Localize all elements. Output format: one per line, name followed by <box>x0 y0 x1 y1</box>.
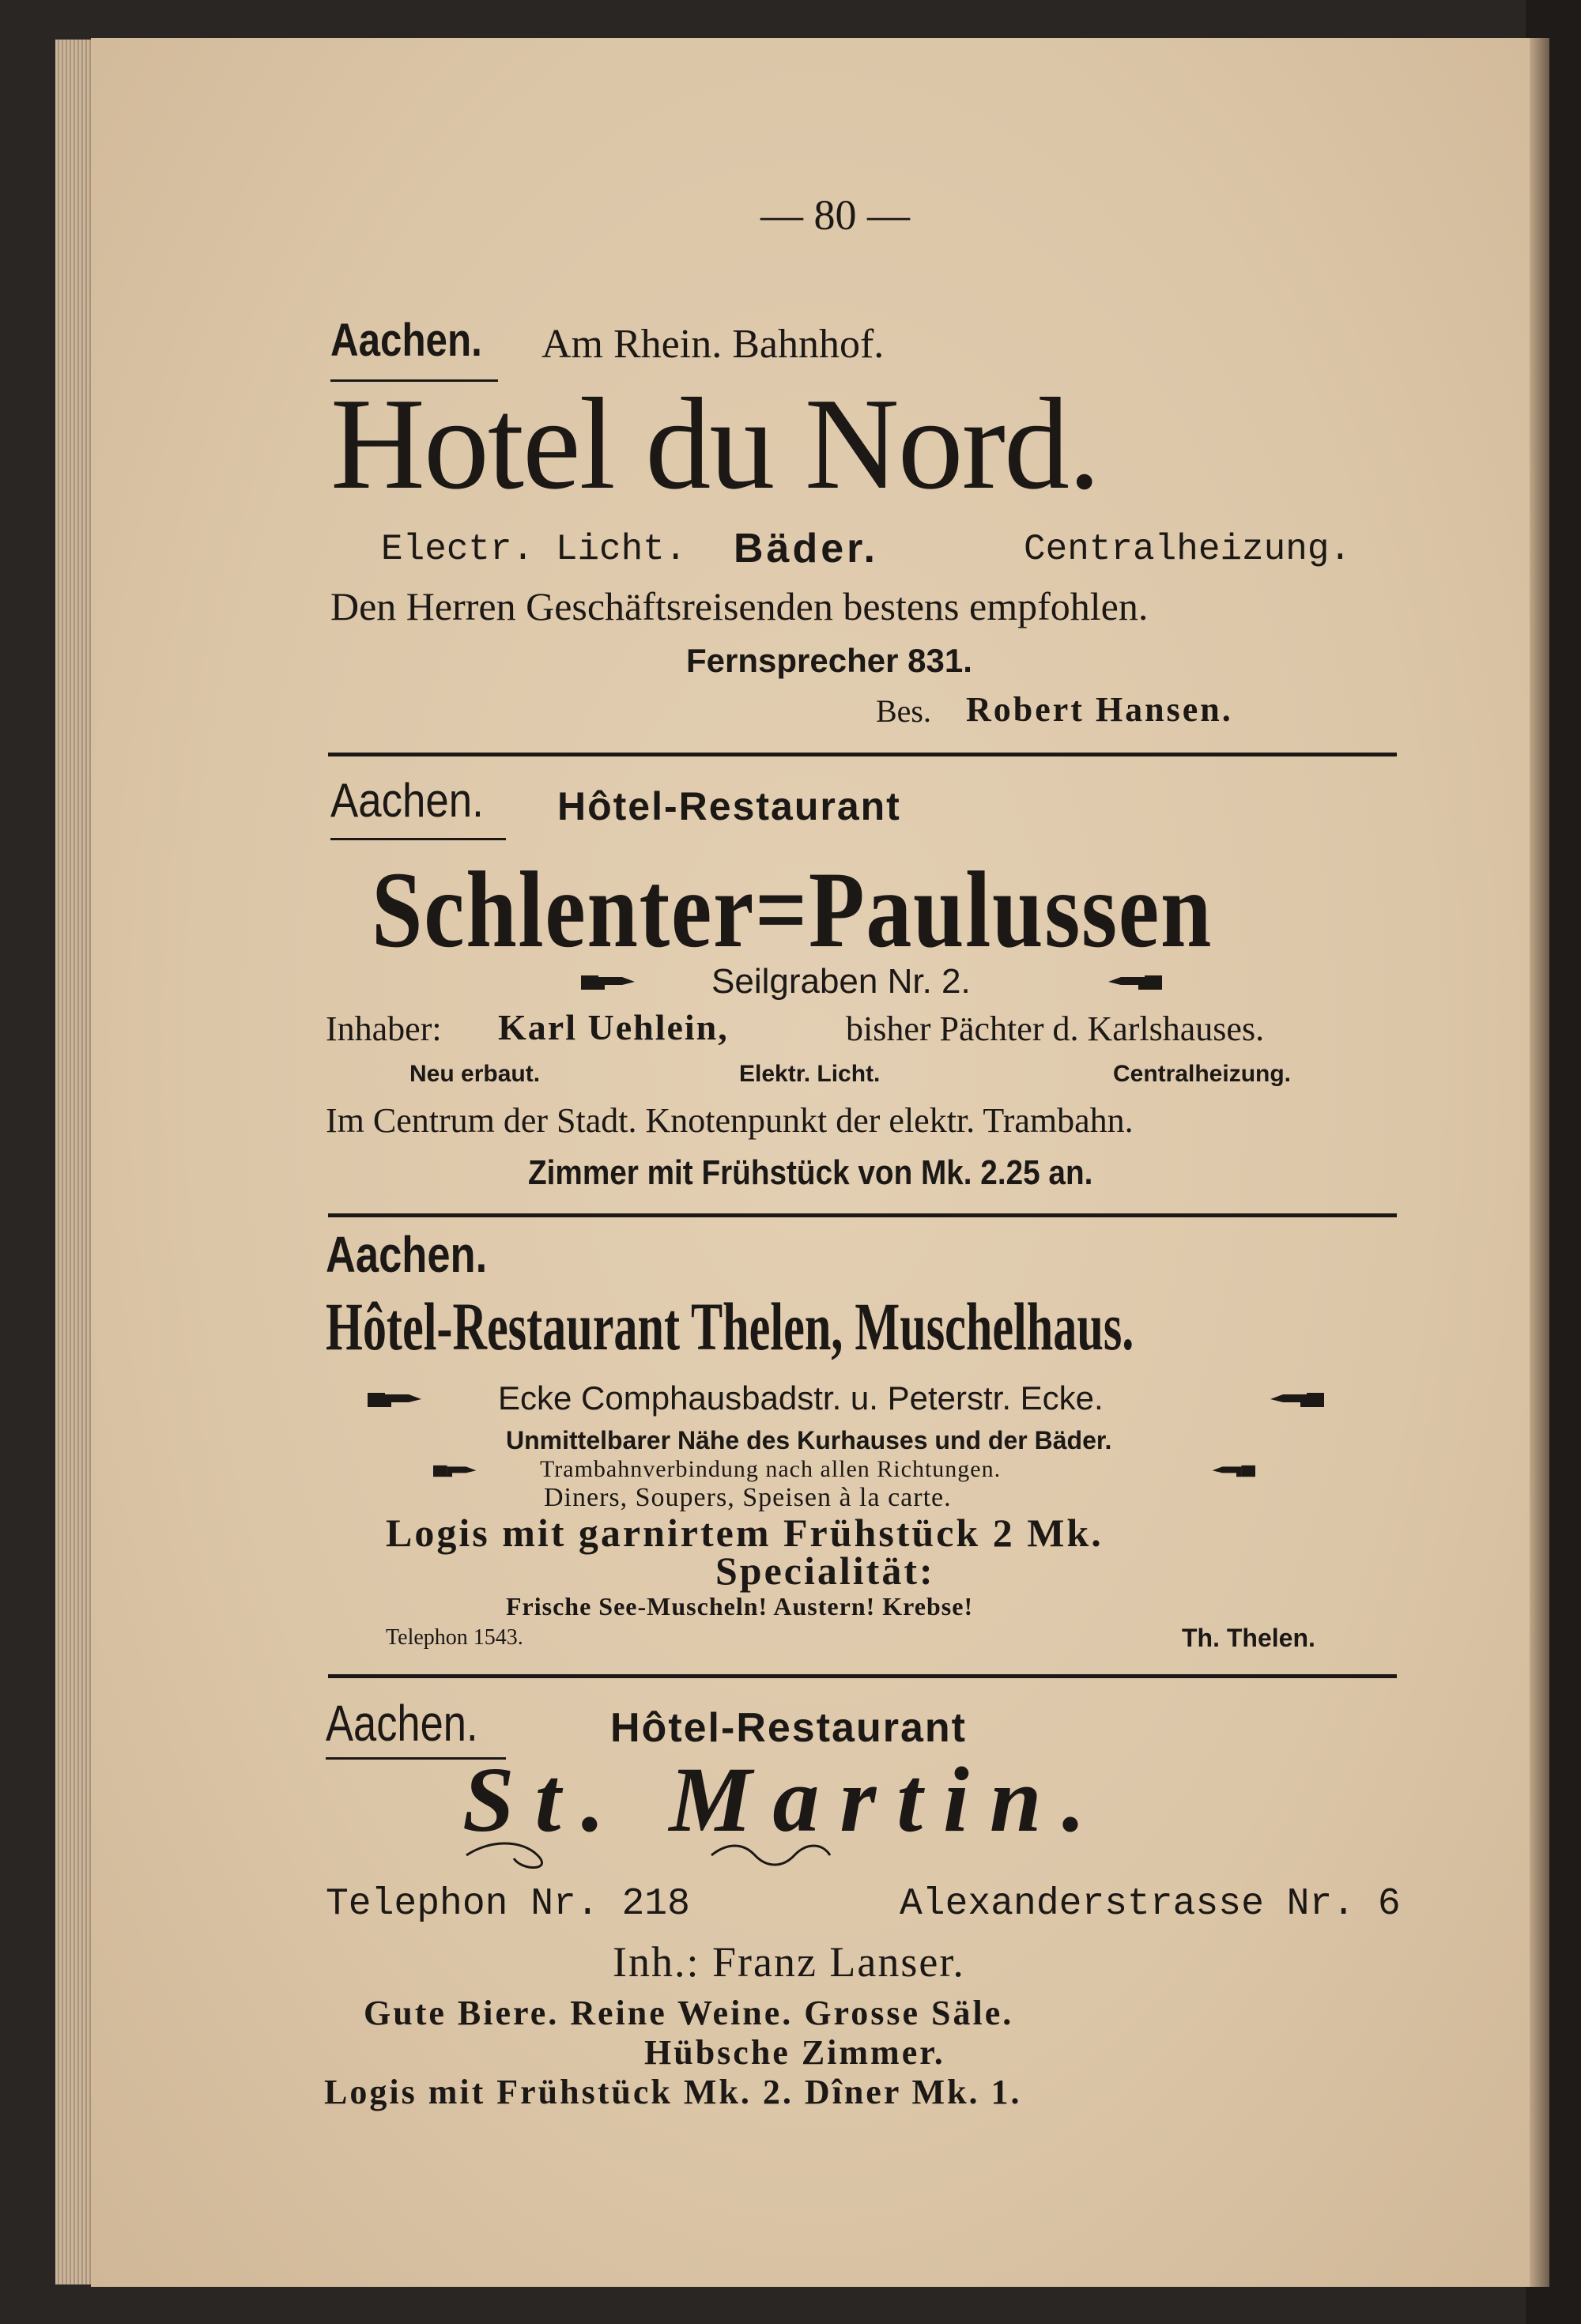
divider-2 <box>328 1213 1397 1217</box>
ad3-hotel-name: Hôtel-Restaurant Thelen, Muschelhaus. <box>326 1288 1134 1364</box>
ad3-specialty: Frische See-Muscheln! Austern! Krebse! <box>506 1592 974 1620</box>
ad3-specialty-label: Specialität: <box>715 1549 935 1593</box>
ad3-tram: Trambahnverbindung nach allen Richtungen. <box>540 1456 1002 1482</box>
ad2-address: Seilgraben Nr. 2. <box>711 962 971 1001</box>
ad2-feature-heating: Centralheizung. <box>1113 1061 1292 1087</box>
ad4-hotel-name: St. Martin. <box>462 1748 1106 1851</box>
ad3-address: Ecke Comphausbadstr. u. Peterstr. Ecke. <box>498 1379 1104 1417</box>
ad2-type: Hôtel-Restaurant <box>557 784 901 828</box>
ad2-owner: Karl Uehlein, <box>498 1007 729 1047</box>
page-gutter <box>1530 38 1549 2287</box>
ad4-city: Aachen. <box>326 1695 478 1752</box>
ad1-amenity-light: Electr. Licht. <box>381 529 687 570</box>
ad1-city: Aachen. <box>330 315 482 366</box>
ad2-feature-light: Elektr. Licht. <box>739 1061 881 1087</box>
ad1-owner-prefix: Bes. <box>876 693 931 729</box>
ad2-owner-suffix: bisher Pächter d. Karlshauses. <box>846 1009 1265 1048</box>
ad3-city: Aachen. <box>326 1226 488 1283</box>
ornament-flourish <box>458 1838 870 1873</box>
ad2-location: Im Centrum der Stadt. Knotenpunkt der elektr. Trambahn. <box>326 1101 1134 1140</box>
page-number: — 80 — <box>760 191 910 239</box>
ad4-owner: Inh.: Franz Lanser. <box>613 1938 965 1986</box>
pointing-hand-left-icon <box>1107 972 1162 993</box>
ad2-price: Zimmer mit Frühstück von Mk. 2.25 an. <box>528 1153 1093 1192</box>
ad1-amenity-heating: Centralheizung. <box>1024 529 1352 570</box>
pointing-hand-right-icon <box>581 972 636 993</box>
ad1-amenity-baths: Bäder. <box>734 526 878 572</box>
ad1-location: Am Rhein. Bahnhof. <box>541 322 885 367</box>
ad1-hotel-name: Hotel du Nord. <box>330 371 1100 516</box>
ad2-owner-prefix: Inhaber: <box>326 1009 442 1048</box>
ad2-city-underline <box>330 838 506 840</box>
ad1-phone: Fernsprecher 831. <box>686 642 972 679</box>
divider-3 <box>328 1674 1397 1678</box>
ad2-city: Aachen. <box>330 774 484 827</box>
ad4-address: Alexanderstrasse Nr. 6 <box>900 1883 1401 1926</box>
ad4-beverages: Gute Biere. Reine Weine. Grosse Säle. <box>364 1994 1014 2032</box>
ad4-rooms: Hübsche Zimmer. <box>644 2033 945 2072</box>
ad3-lodging: Logis mit garnirtem Frühstück 2 Mk. <box>386 1511 1104 1555</box>
pointing-hand-left-icon <box>1211 1462 1255 1480</box>
ad1-owner: Robert Hansen. <box>966 690 1233 729</box>
ad1-recommendation: Den Herren Geschäftsreisenden bestens empfohlen. <box>330 584 1149 628</box>
ad3-proximity: Unmittelbarer Nähe des Kurhauses und der Bäder. <box>506 1426 1112 1454</box>
ad4-phone: Telephon Nr. 218 <box>326 1883 690 1926</box>
ad3-owner: Th. Thelen. <box>1182 1624 1315 1652</box>
ad4-prices: Logis mit Frühstück Mk. 2. Dîner Mk. 1. <box>324 2073 1022 2111</box>
pointing-hand-left-icon <box>1269 1390 1324 1410</box>
divider-1 <box>328 753 1397 756</box>
ad3-meals: Diners, Soupers, Speisen à la carte. <box>544 1483 952 1512</box>
ad4-type: Hôtel-Restaurant <box>610 1705 967 1751</box>
ad3-phone: Telephon 1543. <box>386 1625 523 1650</box>
pointing-hand-right-icon <box>368 1390 423 1410</box>
ad2-hotel-name: Schlenter=Paulussen <box>372 849 1213 970</box>
pointing-hand-right-icon <box>433 1462 477 1480</box>
ad2-feature-new: Neu erbaut. <box>409 1061 541 1087</box>
